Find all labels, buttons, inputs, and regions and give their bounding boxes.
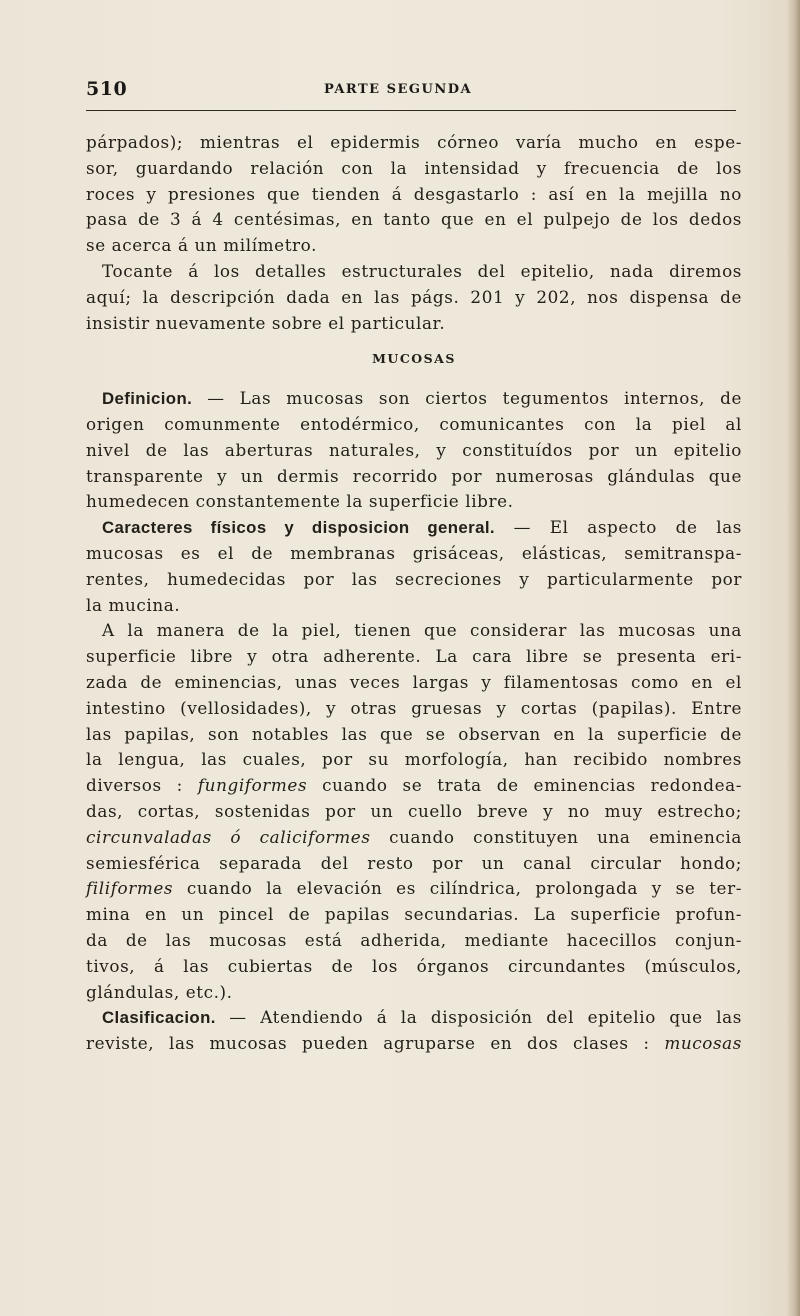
text-line (86, 1005, 742, 1031)
caracteres-heading: Caracteres físicos y disposicion general. (102, 518, 495, 538)
italic-term: fungiformes (197, 775, 308, 796)
text-line: mina en un pincel de papilas secundarias. La superficie profun- (86, 904, 742, 925)
body-text (86, 130, 742, 1057)
text-line: intestino (vellosidades), y otras gruesas y cortas (papilas). Entre (86, 697, 742, 718)
page-edge-shadow (786, 0, 800, 1316)
text-line: sor, guardando relación con la intensidad y frecuencia de los (86, 157, 742, 178)
text-line: pasa de 3 á 4 centésimas, en tanto que en el pulpejo de los dedos (86, 209, 742, 230)
text-line: superficie libre y otra adherente. La cara libre se presenta eri- (86, 646, 742, 667)
text-line: origen comunmente entodérmico, comunicantes con la piel al (86, 413, 742, 434)
text-run: — Las mucosas son ciertos tegumentos internos, de (192, 388, 742, 409)
text-run: diversos : (86, 775, 198, 796)
text-line: da de las mucosas está adherida, mediante hacecillos conjun- (86, 929, 742, 950)
text-run: cuando se trata de eminencias redondea- (307, 775, 743, 796)
text-line: las papilas, son notables las que se observan en la superficie de (86, 723, 742, 744)
running-title: PARTE SEGUNDA (324, 82, 473, 97)
text-run: reviste, las mucosas pueden agruparse en dos clases : (86, 1033, 665, 1054)
header-rule (86, 110, 736, 111)
text-line: transparente y un dermis recorrido por numerosas glándulas que (86, 465, 742, 486)
text-line (86, 876, 742, 902)
definicion-heading: Definicion. (102, 389, 193, 409)
italic-term: mucosas (664, 1033, 742, 1054)
text-line: das, cortas, sostenidas por un cuello breve y no muy estrecho; (86, 800, 742, 821)
text-line: se acerca á un milímetro. (86, 235, 318, 256)
italic-term: circunvaladas ó caliciformes (86, 826, 371, 847)
text-line: nivel de las aberturas naturales, y constituídos por un epitelio (86, 439, 742, 460)
page-header (86, 78, 736, 104)
clasificacion-heading: Clasificacion. (102, 1008, 216, 1028)
text-run: — Atendiendo á la disposición del epitelio que las (215, 1007, 742, 1028)
text-line: insistir nuevamente sobre el particular. (86, 312, 446, 333)
text-line: aquí; la descripción dada en las págs. 201 y 202, nos dispensa de (86, 286, 742, 307)
text-line: zada de eminencias, unas veces largas y filamentosas como en el (86, 671, 742, 692)
text-line (86, 773, 742, 799)
text-line: semiesférica separada del resto por un canal circular hondo; (86, 852, 742, 873)
text-run: A la manera de la piel, tienen que considerar las mucosas una (102, 620, 742, 641)
text-line: roces y presiones que tienden á desgastarlo : así en la mejilla no (86, 183, 742, 204)
text-line: tivos, á las cubiertas de los órganos circundantes (músculos, (86, 955, 742, 976)
text-line (86, 259, 742, 285)
text-line: párpados); mientras el epidermis córneo varía mucho en espe- (86, 132, 742, 152)
text-line: rentes, humedecidas por las secreciones y particularmente por (86, 568, 742, 589)
text-line (86, 825, 742, 851)
italic-term: filiformes (86, 878, 174, 899)
text-run: — El aspecto de las (494, 517, 743, 538)
text-line: humedecen constantemente la superficie libre. (86, 491, 514, 512)
text-run: cuando la elevación es cilíndrica, prolongada y se ter- (173, 878, 742, 899)
text-line: mucosas es el de membranas grisáceas, elásticas, semitranspa- (86, 542, 742, 563)
text-line: la mucina. (86, 594, 181, 615)
text-line: la lengua, las cuales, por su morfología, han recibido nombres (86, 749, 742, 770)
text-line (86, 618, 742, 644)
text-run: cuando constituyen una eminencia (370, 826, 742, 847)
section-title: MUCOSAS (372, 351, 456, 367)
text-line: glándulas, etc.). (86, 981, 233, 1002)
text-line (86, 515, 742, 541)
text-line (86, 386, 742, 412)
page-number: 510 (86, 78, 128, 100)
text-run: Tocante á los detalles estructurales del epitelio, nada diremos (102, 260, 742, 281)
text-line (86, 1031, 742, 1057)
